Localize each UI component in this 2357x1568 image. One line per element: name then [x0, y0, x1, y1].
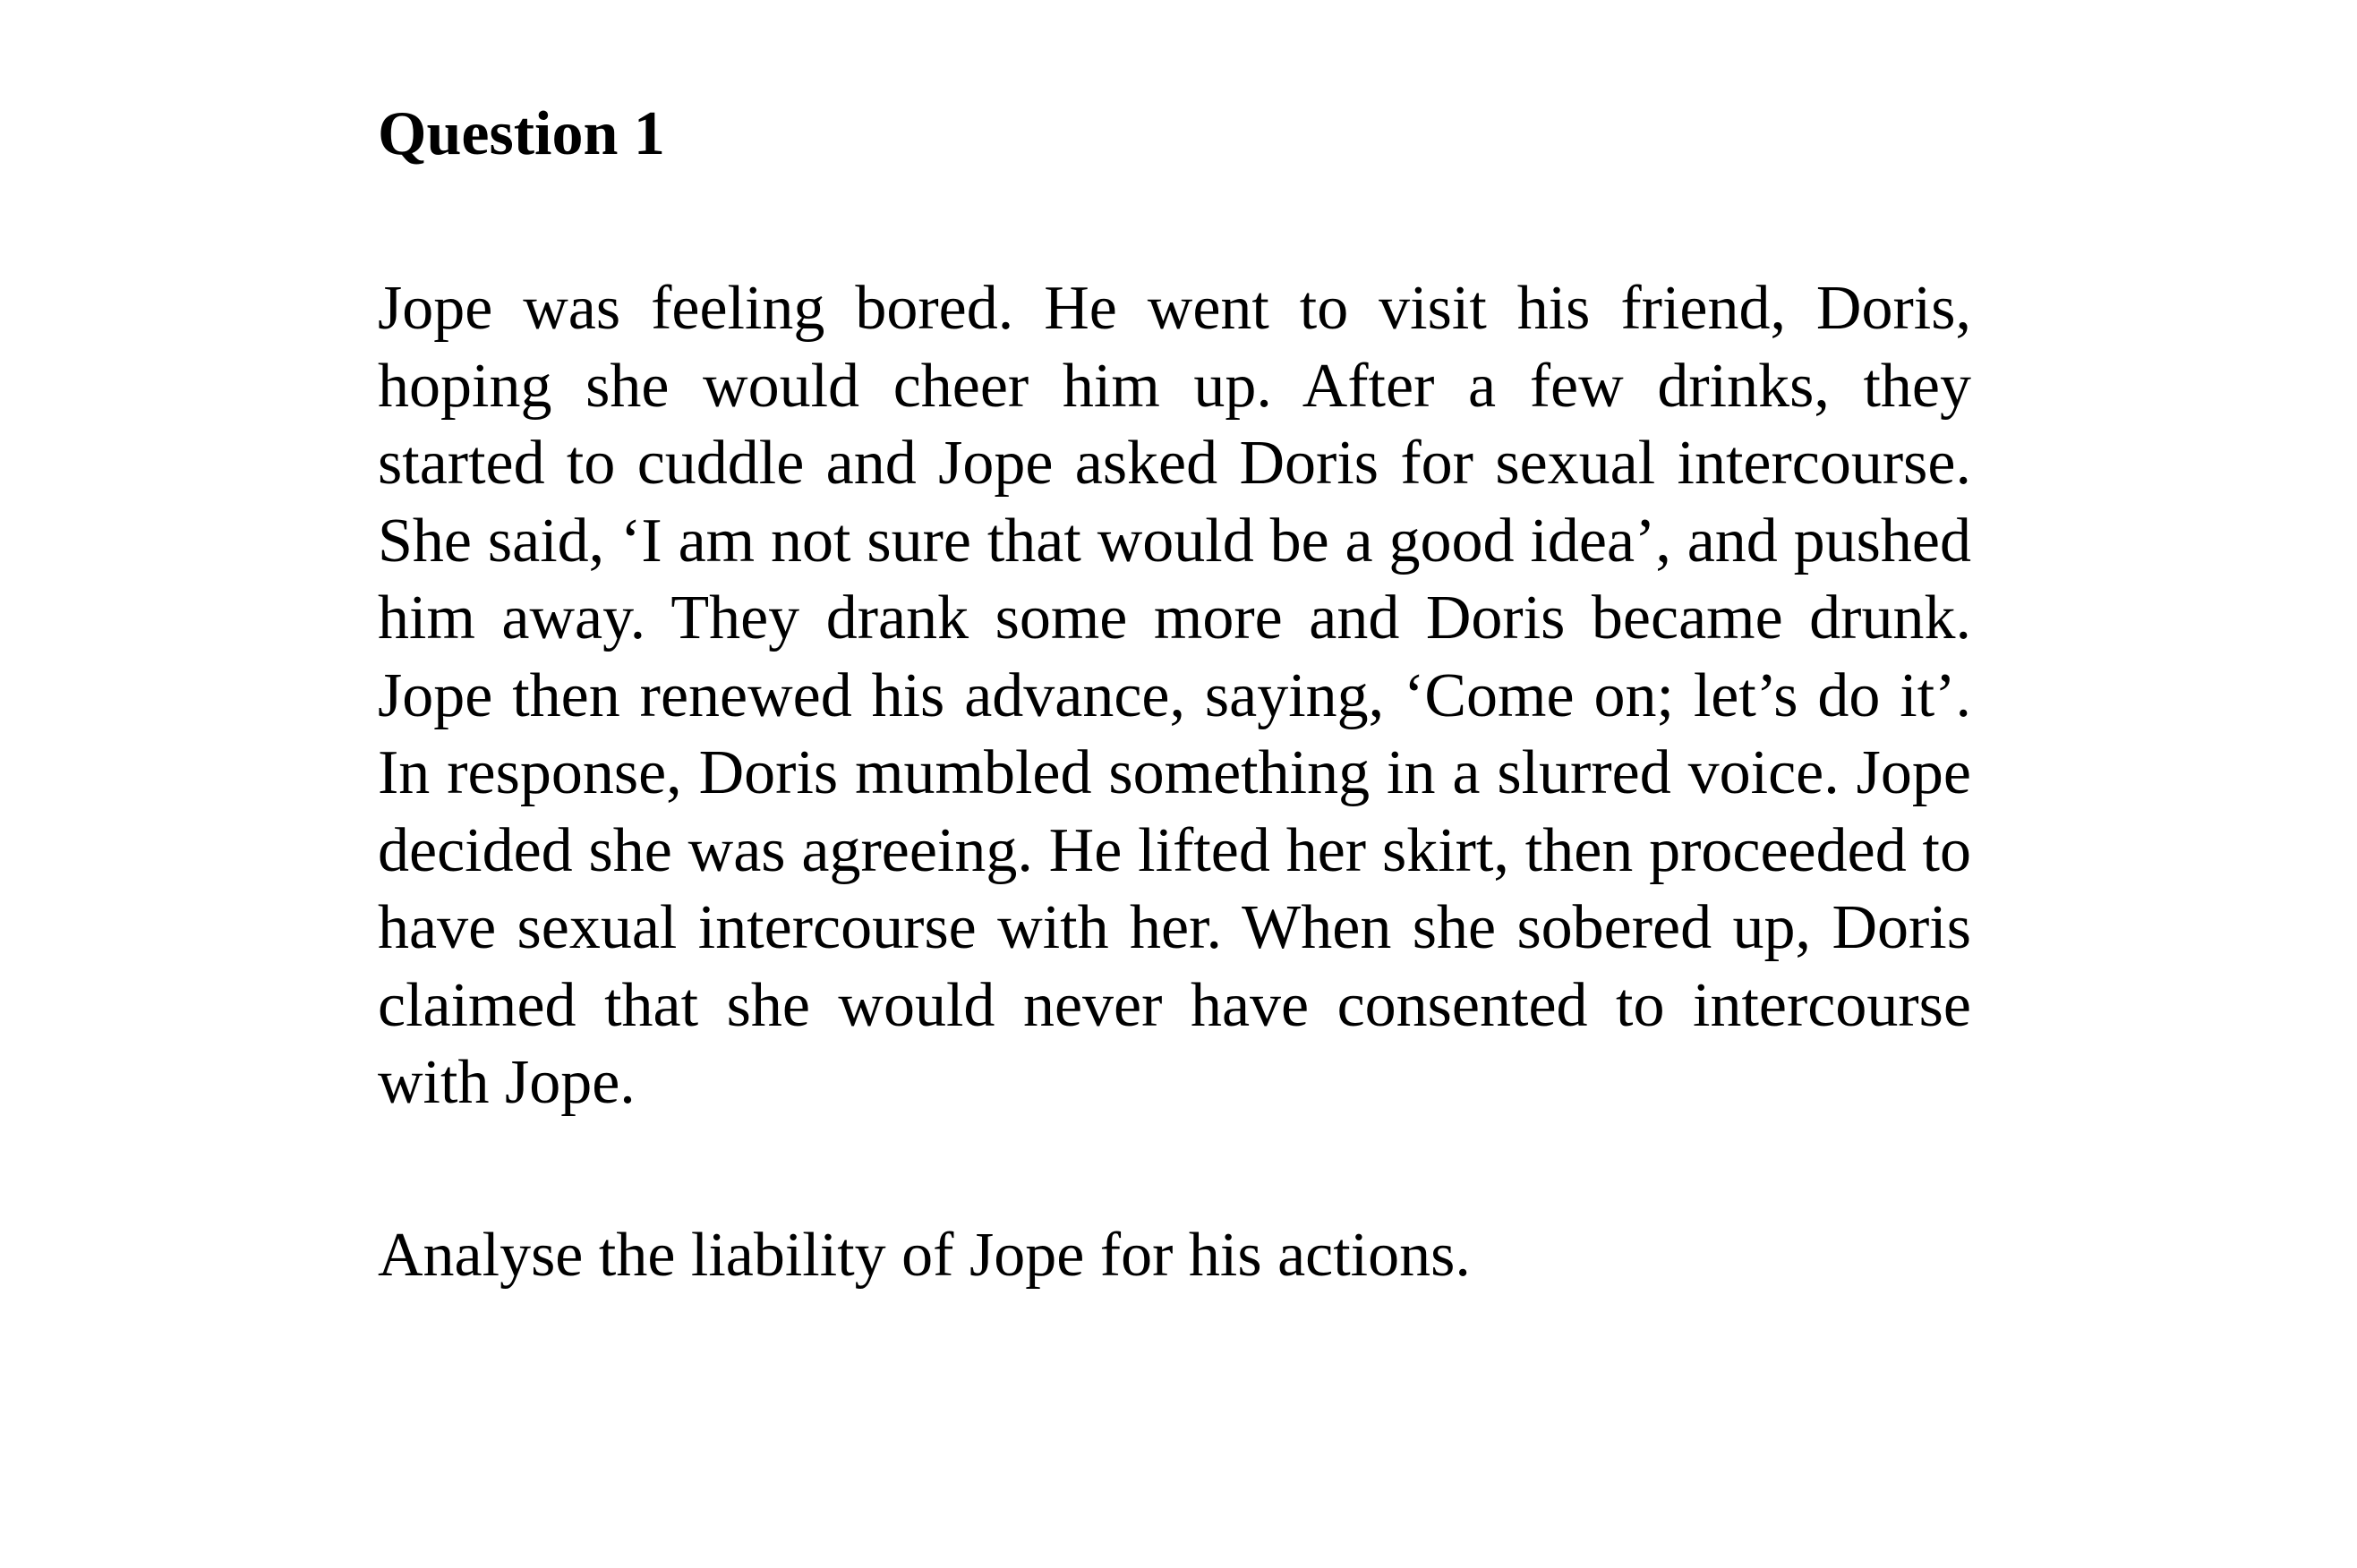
question-scenario: Jope was feeling bored. He went to visit his friend, Doris, hoping she would cheer him up. After a few drinks, they started to cuddle and Jope asked Doris for sexual intercourse. She said, ‘I am not sure that would be a good idea’, and pushed him away. They drank some more and Doris became drunk. Jope then renewed his advance, saying, ‘Come on; let’s do it’. In response, Doris mumbled something in a slurred voice. Jope decided she was agreeing. He lifted her skirt, then proceeded to have sexual intercourse with her. When she sobered up, Doris claimed that she would never have consented to intercourse with Jope.: [378, 274, 1971, 1117]
question-heading: Question 1: [378, 99, 665, 168]
question-prompt: Analyse the liability of Jope for his actions.: [378, 1221, 1471, 1290]
